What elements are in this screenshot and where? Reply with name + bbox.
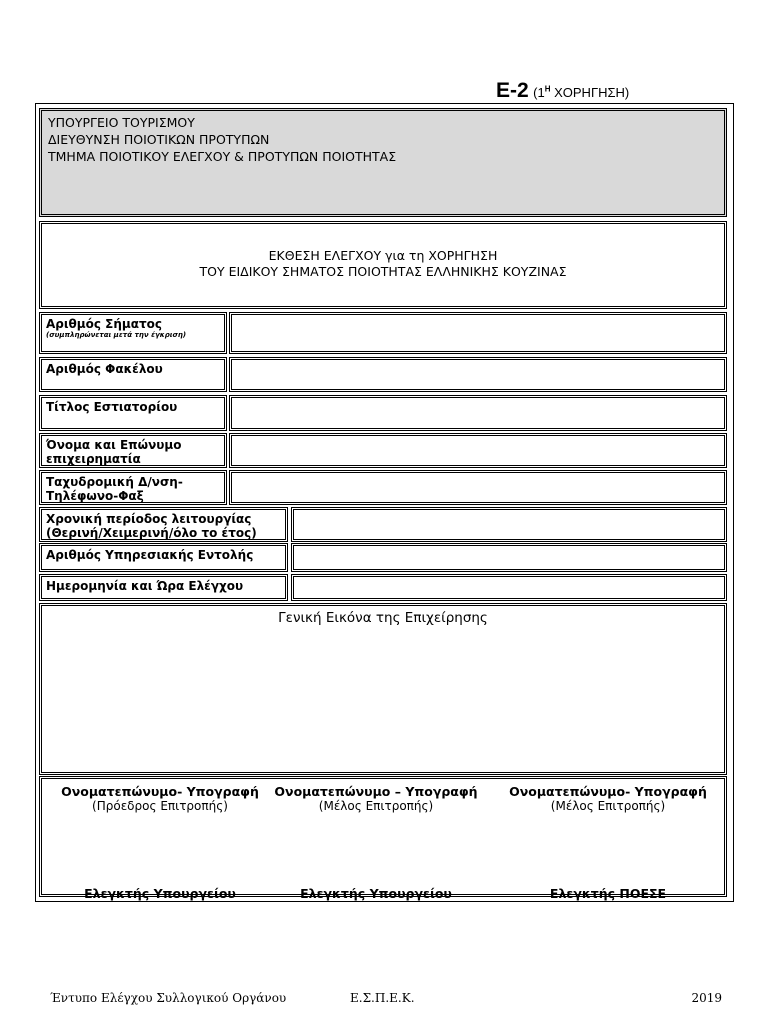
service-order-field[interactable]	[291, 543, 727, 572]
restaurant-title-label: Τίτλος Εστιατορίου	[39, 395, 227, 431]
signature-heading: Ονοματεπώνυμο- Υπογραφή	[61, 784, 259, 799]
operating-period-label: Χρονική περίοδος λειτουργίας (Θερινή/Χειμερινή/όλο το έτος)	[39, 507, 288, 542]
service-order-label: Αριθμός Υπηρεσιακής Εντολής	[39, 543, 288, 572]
address-phone-field[interactable]	[229, 470, 727, 505]
department-name: ΤΜΗΜΑ ΠΟΙΟΤΙΚΟΥ ΕΛΕΓΧΟΥ & ΠΡΟΤΥΠΩΝ ΠΟΙΟΤΗΤΑΣ	[48, 149, 397, 164]
form-code-id: E-2	[496, 79, 529, 102]
ministry-name: ΥΠΟΥΡΓΕΙΟ ΤΟΥΡΙΣΜΟΥ	[48, 115, 195, 130]
signatures-section	[39, 776, 727, 901]
business-overview-title: Γενική Εικόνα της Επιχείρησης	[278, 610, 488, 626]
report-title-line2: ΤΟΥ ΕΙΔΙΚΟΥ ΣΗΜΑΤΟΣ ΠΟΙΟΤΗΤΑΣ ΕΛΛΗΝΙΚΗΣ ΚΟΥΖΙΝΑΣ	[199, 264, 567, 279]
signature-block-member-1[interactable]	[266, 784, 486, 901]
signature-block-member-2[interactable]	[494, 784, 722, 901]
owner-name-field[interactable]	[229, 433, 727, 468]
directorate-name: ΔΙΕΥΘΥΝΣΗ ΠΟΙΟΤΙΚΩΝ ΠΡΟΤΥΠΩΝ	[48, 132, 270, 147]
signature-inspector: Ελεγκτής Υπουργείου	[84, 886, 236, 901]
footer-organization: Ε.Σ.Π.Ε.Κ.	[350, 991, 415, 1005]
sign-number-field[interactable]	[229, 312, 727, 354]
restaurant-title-field[interactable]	[229, 395, 727, 431]
report-title-line1: ΕΚΘΕΣΗ ΕΛΕΓΧΟΥ για τη ΧΟΡΗΓΗΣΗ	[268, 248, 498, 263]
file-number-field[interactable]	[229, 357, 727, 392]
signature-role: (Μέλος Επιτροπής)	[318, 799, 434, 813]
inspection-datetime-field[interactable]	[291, 574, 727, 601]
form-code	[496, 79, 629, 103]
signature-role: (Μέλος Επιτροπής)	[550, 799, 666, 813]
address-phone-label: Ταχυδρομική Δ/νση-Τηλέφωνο-Φαξ	[39, 470, 227, 505]
inspection-datetime-label: Ημερομηνία και Ώρα Ελέγχου	[39, 574, 288, 601]
signature-heading: Ονοματεπώνυμο- Υπογραφή	[509, 784, 707, 799]
footer-year: 2019	[691, 991, 722, 1005]
report-title	[39, 221, 727, 309]
signature-role: (Πρόεδρος Επιτροπής)	[92, 799, 228, 813]
sign-number-label: Αριθμός Σήματος (συμπληρώνεται μετά την έγκριση)	[39, 312, 227, 354]
file-number-label: Αριθμός Φακέλου	[39, 357, 227, 392]
signature-block-president[interactable]	[42, 784, 278, 901]
page-footer	[50, 991, 722, 1007]
business-overview-section[interactable]	[39, 603, 727, 775]
sign-number-note: (συμπληρώνεται μετά την έγκριση)	[46, 331, 187, 339]
form-code-issue: ($1^H$ ΧΟΡΗΓΗΣΗ)	[533, 84, 630, 100]
ministry-header	[39, 108, 727, 217]
signature-inspector: Ελεγκτής ΠΟΕΣΕ	[549, 886, 667, 901]
owner-name-label: Όνομα και Επώνυμο επιχειρηματία	[39, 433, 227, 468]
signature-heading: Ονοματεπώνυμο – Υπογραφή	[274, 784, 478, 799]
operating-period-field[interactable]	[291, 507, 727, 542]
signature-inspector: Ελεγκτής Υπουργείου	[300, 886, 452, 901]
footer-form-name: Έντυπο Ελέγχου Συλλογικού Οργάνου	[50, 991, 287, 1005]
